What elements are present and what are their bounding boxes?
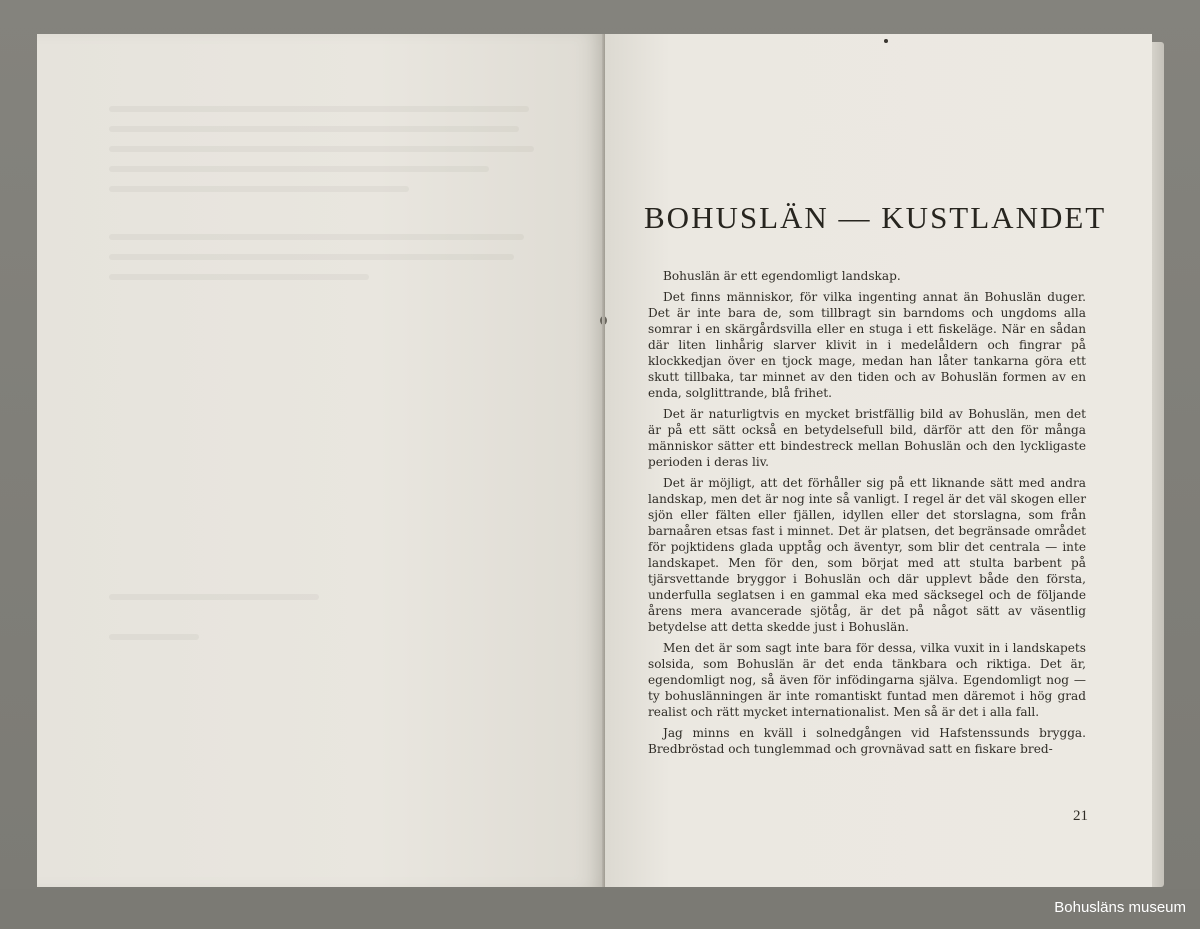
paragraph: Jag minns en kväll i solnedgången vid Hafstenssunds brygga. Bredbröstad och tunglemmad och grovnävad satt en fiskare bred- xyxy=(648,726,1086,756)
paragraph: Det finns människor, för vilka ingenting annat än Bohuslän duger. Det är inte bara de, som tillbragt sin barndoms och ungdoms alla somrar i en skärgårdsvilla eller en stuga i ett fiskeläge. När en sådan där liten linhårig slarver klivit in i medelåldern och fingrar på klockkedjan över en tjock mage, medan han låter tankarna göra ett skutt tillbaka, tar minnet av den tiden och av Bohuslän formen av en enda, solglittrande, blå frihet. xyxy=(648,290,1086,400)
show-through-text xyxy=(109,594,319,600)
booklet-edge xyxy=(1150,42,1164,887)
chapter-title: BOHUSLÄN — KUSTLANDET xyxy=(644,200,1107,235)
show-through-text xyxy=(109,274,369,280)
book-spine xyxy=(602,34,605,887)
staple-hole xyxy=(884,39,888,43)
show-through-text xyxy=(109,126,519,132)
paragraph: Bohuslän är ett egendomligt landskap. xyxy=(663,269,901,283)
paragraph: Det är möjligt, att det förhåller sig på ett liknande sätt med andra landskap, men det är nog inte så vanligt. I regel är det väl skogen eller sjön eller fälten eller fjällen, idyllen eller det storslagna, som från barnaåren etsas fast i minnet. Det är platsen, det begränsade området för pojktidens glada upptåg och äventyr, som blir det centrala — inte landskapet. Men för den, som börjat med att stulta barbent på tjärsvettande bryggor i Bohuslän och där upplevt både den första, underfulla seglatsen i en gammal eka med säcksegel och de följande årens mera avancerade sjötåg, är det på något sätt av väsentlig betydelse att detta skedde just i Bohuslän. xyxy=(648,476,1086,634)
paragraph: Men det är som sagt inte bara för dessa, vilka vuxit in i landskapets solsida, som Bohuslän är det enda tänkbara och riktiga. Det är, egendomligt nog, så även för infödingarna själva. Egendomligt nog — ty bohuslänningen är inte romantiskt funtad men däremot i hög grad realist och rätt mycket internationalist. Men så är det i alla fall. xyxy=(648,641,1086,719)
show-through-text xyxy=(109,234,524,240)
show-through-text xyxy=(109,186,409,192)
paragraph: Det är naturligtvis en mycket bristfällig bild av Bohuslän, men det är på ett sätt också en betydelsefull bild, därför att den för många människor sätter ett bindestreck mellan Bohuslän och den lyckligaste perioden i deras liv. xyxy=(648,407,1086,469)
left-page xyxy=(37,34,604,887)
show-through-text xyxy=(109,166,489,172)
page-number: 21 xyxy=(1073,808,1088,824)
show-through-text xyxy=(109,634,199,640)
museum-credit: Bohusläns museum xyxy=(1054,899,1186,916)
body-text xyxy=(648,268,1086,762)
show-through-text xyxy=(109,254,514,260)
show-through-text xyxy=(109,106,529,112)
show-through-text xyxy=(109,146,534,152)
